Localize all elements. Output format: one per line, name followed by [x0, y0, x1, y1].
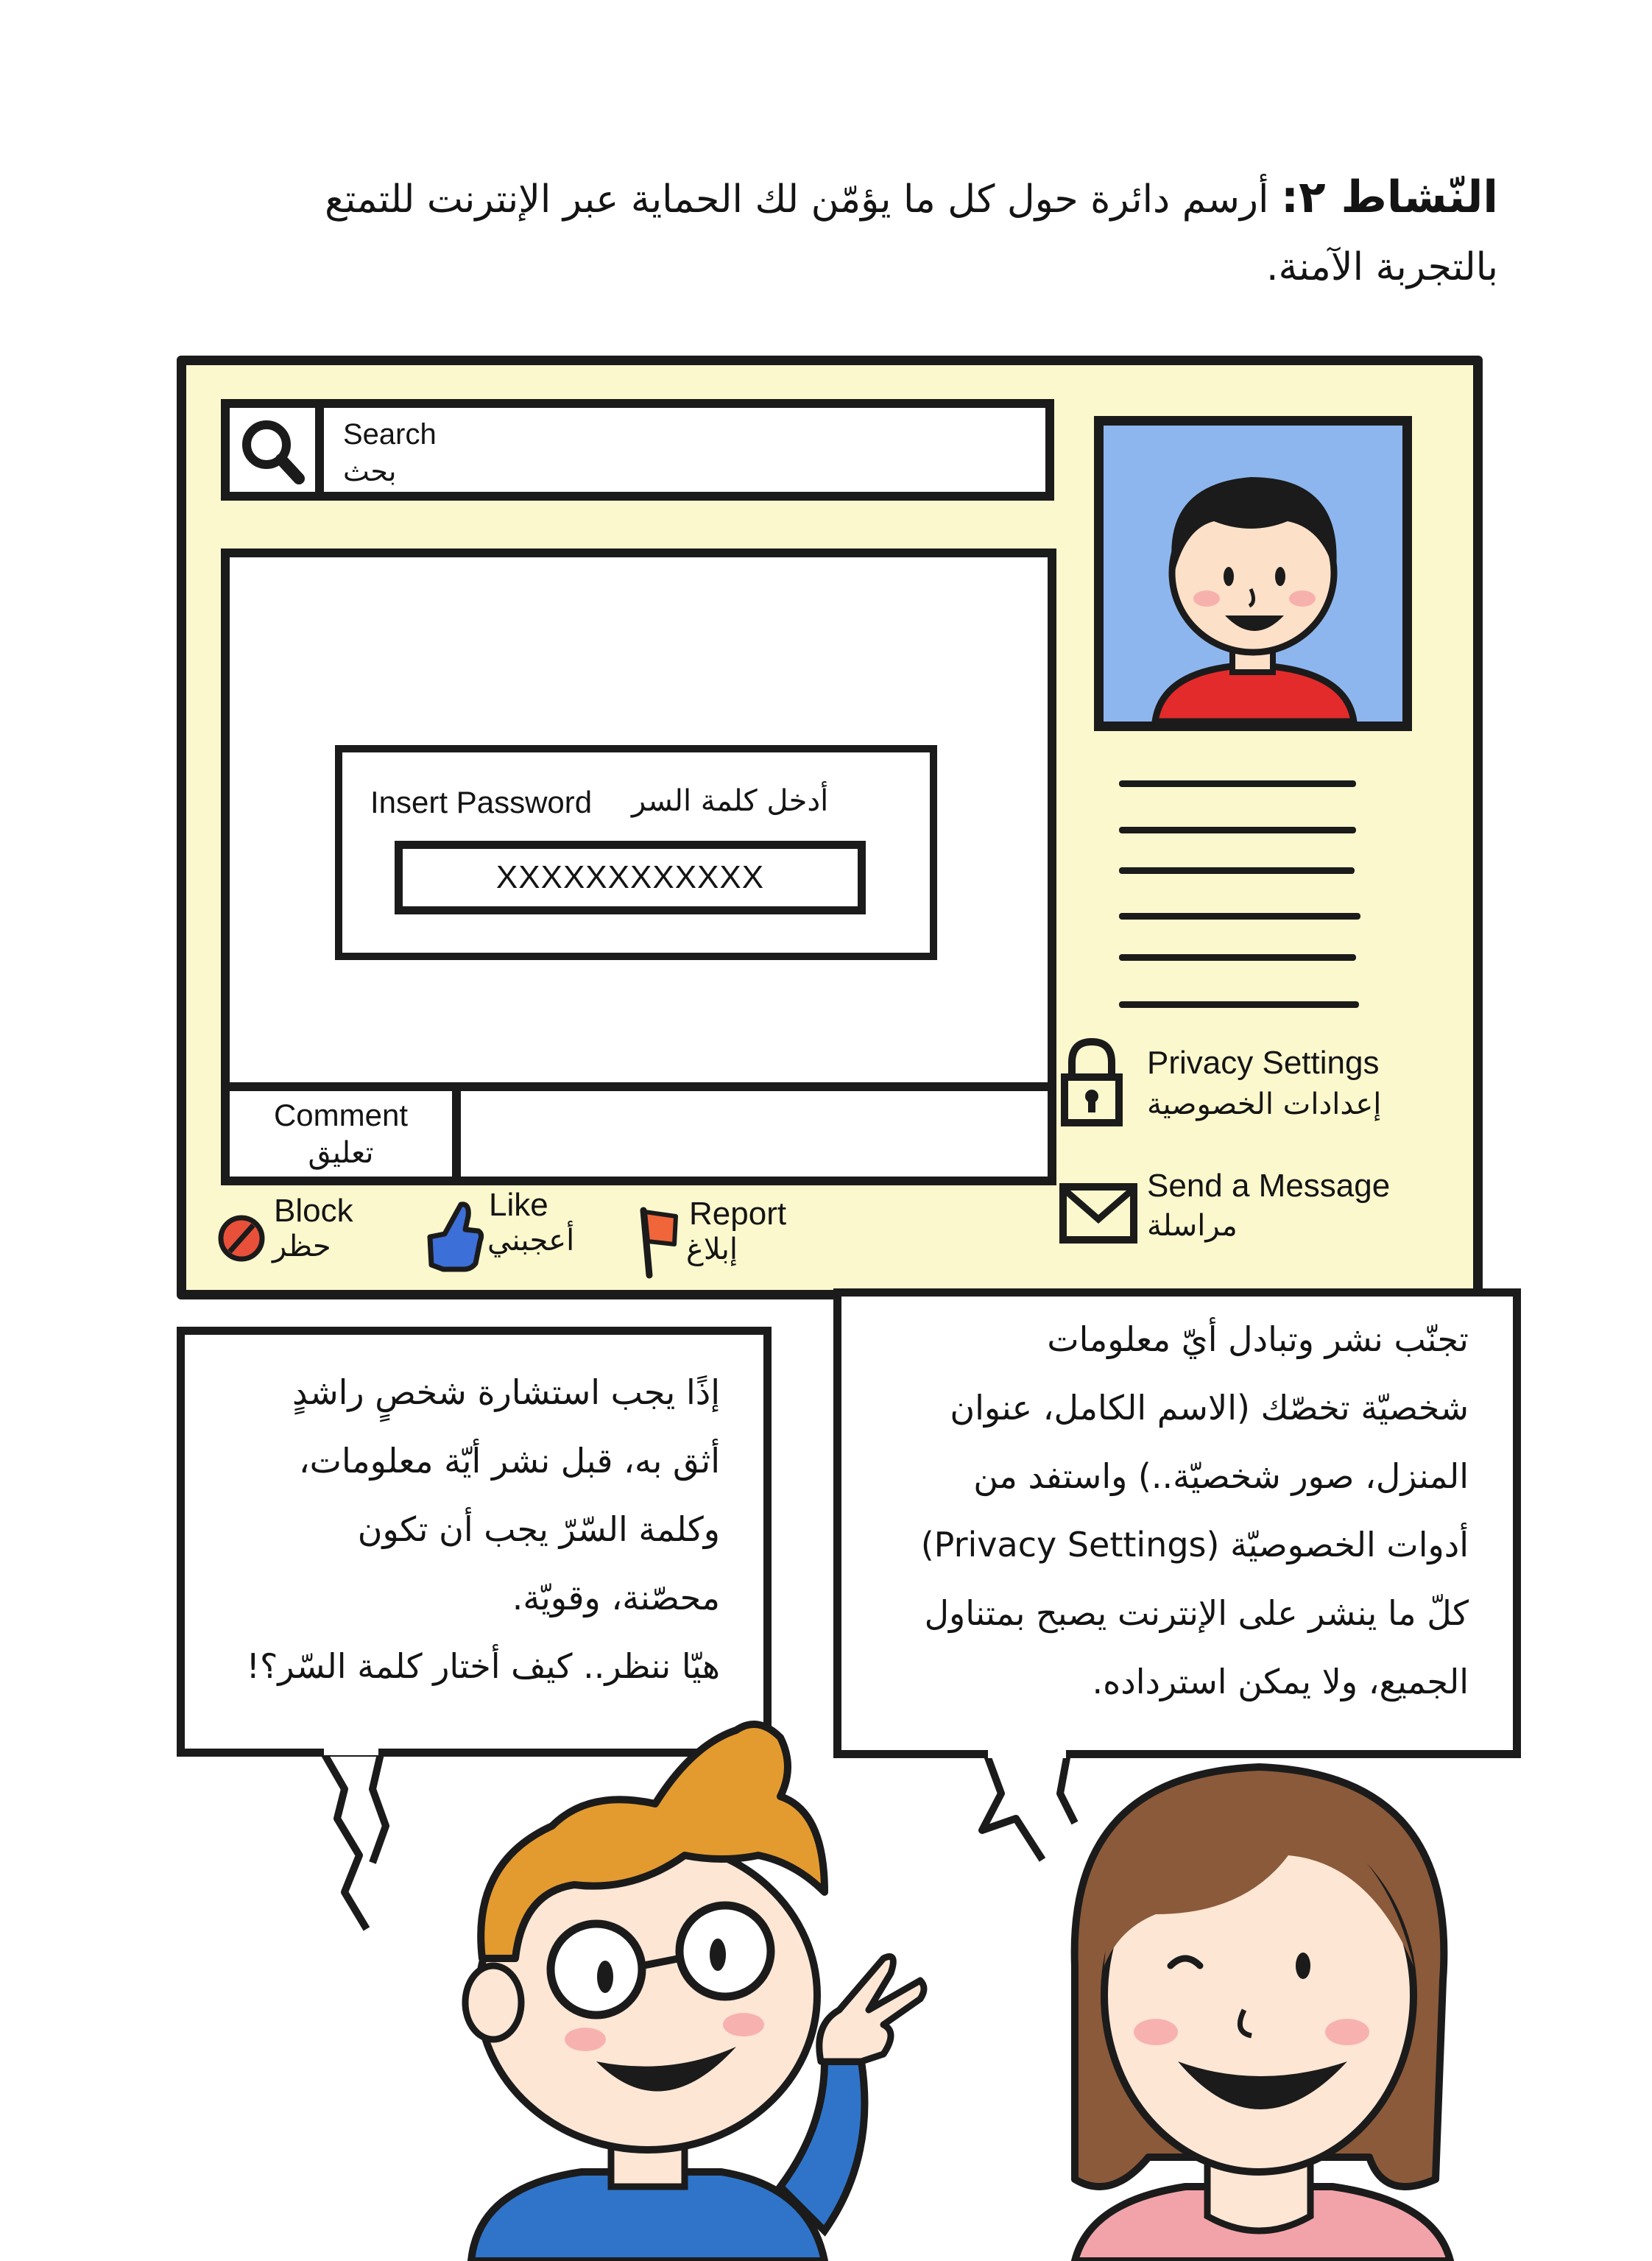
comment-label-ar: تعليق [308, 1136, 374, 1170]
block-label-ar: حظر [272, 1230, 331, 1263]
bubble-boy-line: هيّا ننظر.. كيف أختار كلمة السّر؟! [246, 1646, 720, 1686]
block-button[interactable] [215, 1193, 384, 1281]
comment-input[interactable] [452, 1082, 1056, 1185]
block-icon [215, 1209, 269, 1268]
like-label: Like [489, 1187, 548, 1223]
like-label-ar: أعجبني [487, 1224, 575, 1258]
privacy-settings-link[interactable] [1059, 1034, 1441, 1137]
comment-label-box [221, 1082, 461, 1185]
password-input[interactable]: XXXXXXXXXXXX [395, 841, 866, 914]
profile-info-line [1119, 780, 1356, 787]
lock-icon [1059, 1034, 1125, 1130]
report-label: Report [689, 1196, 787, 1232]
speech-bubble-tail-boy [315, 1745, 403, 1951]
bubble-girl-line: تجنّب نشر وتبادل أيّ معلومات [1047, 1319, 1469, 1359]
activity-text: أرسم دائرة حول كل ما يؤمّن لك الحماية عبر الإنترنت للتمتع بالتجربة الآمنة. [325, 177, 1498, 289]
report-label-ar: إبلاغ [686, 1232, 738, 1266]
bubble-boy-line: وكلمة السّرّ يجب أن تكون [357, 1509, 720, 1549]
privacy-label-ar: إعدادات الخصوصية [1147, 1087, 1382, 1121]
like-button[interactable] [423, 1187, 614, 1283]
profile-info-line [1119, 1001, 1359, 1008]
profile-info-line [1119, 954, 1356, 961]
bubble-boy-line: أثق به، قبل نشر أيّة معلومات، [298, 1441, 720, 1481]
thumbs-up-icon [423, 1197, 486, 1274]
password-label-ar: أدخل كلمة السر [632, 784, 829, 818]
bubble-girl-line: كلّ ما ينشر على الإنترنت يصبح بمتناول [924, 1593, 1469, 1633]
send-message-link[interactable] [1059, 1165, 1441, 1253]
privacy-label: Privacy Settings [1147, 1045, 1380, 1081]
bubble-girl-line: أدوات الخصوصيّة (Privacy Settings) [920, 1525, 1469, 1565]
bubble-girl-text [858, 1305, 1469, 1716]
activity-instruction [213, 163, 1498, 301]
search-icon [230, 408, 315, 492]
comment-label: Comment [273, 1098, 409, 1132]
flag-icon [633, 1203, 685, 1280]
envelope-icon [1059, 1181, 1140, 1247]
girl-character [1023, 1745, 1494, 2261]
send-message-label-ar: مراسلة [1147, 1209, 1238, 1243]
boy-character [412, 1715, 928, 2261]
search-label: Search [343, 418, 437, 451]
block-label: Block [274, 1193, 353, 1229]
activity-title: النّشاط ٢: [1281, 172, 1498, 223]
send-message-label: Send a Message [1147, 1168, 1391, 1204]
bubble-boy-line: محصّنة، وقويّة. [512, 1578, 720, 1618]
bubble-girl-line: شخصيّة تخصّك (الاسم الكامل، عنوان [950, 1388, 1469, 1428]
profile-info-line [1119, 867, 1355, 874]
bubble-boy-text [197, 1358, 720, 1701]
password-label: Insert Password [370, 785, 593, 819]
search-label-ar: بحث [343, 455, 397, 487]
bubble-girl-line: المنزل، صور شخصيّة..) واستفد من [973, 1456, 1469, 1496]
profile-info-line [1119, 913, 1360, 920]
report-button[interactable] [633, 1191, 825, 1287]
profile-info-line [1119, 827, 1356, 833]
search-button[interactable] [221, 399, 324, 501]
profile-avatar [1104, 426, 1402, 722]
bubble-girl-line: الجميع، ولا يمكن استرداده. [1092, 1662, 1469, 1701]
bubble-boy-line: إذًا يجب استشارة شخصٍ راشدٍ [292, 1372, 720, 1412]
profile-picture[interactable] [1094, 416, 1412, 731]
